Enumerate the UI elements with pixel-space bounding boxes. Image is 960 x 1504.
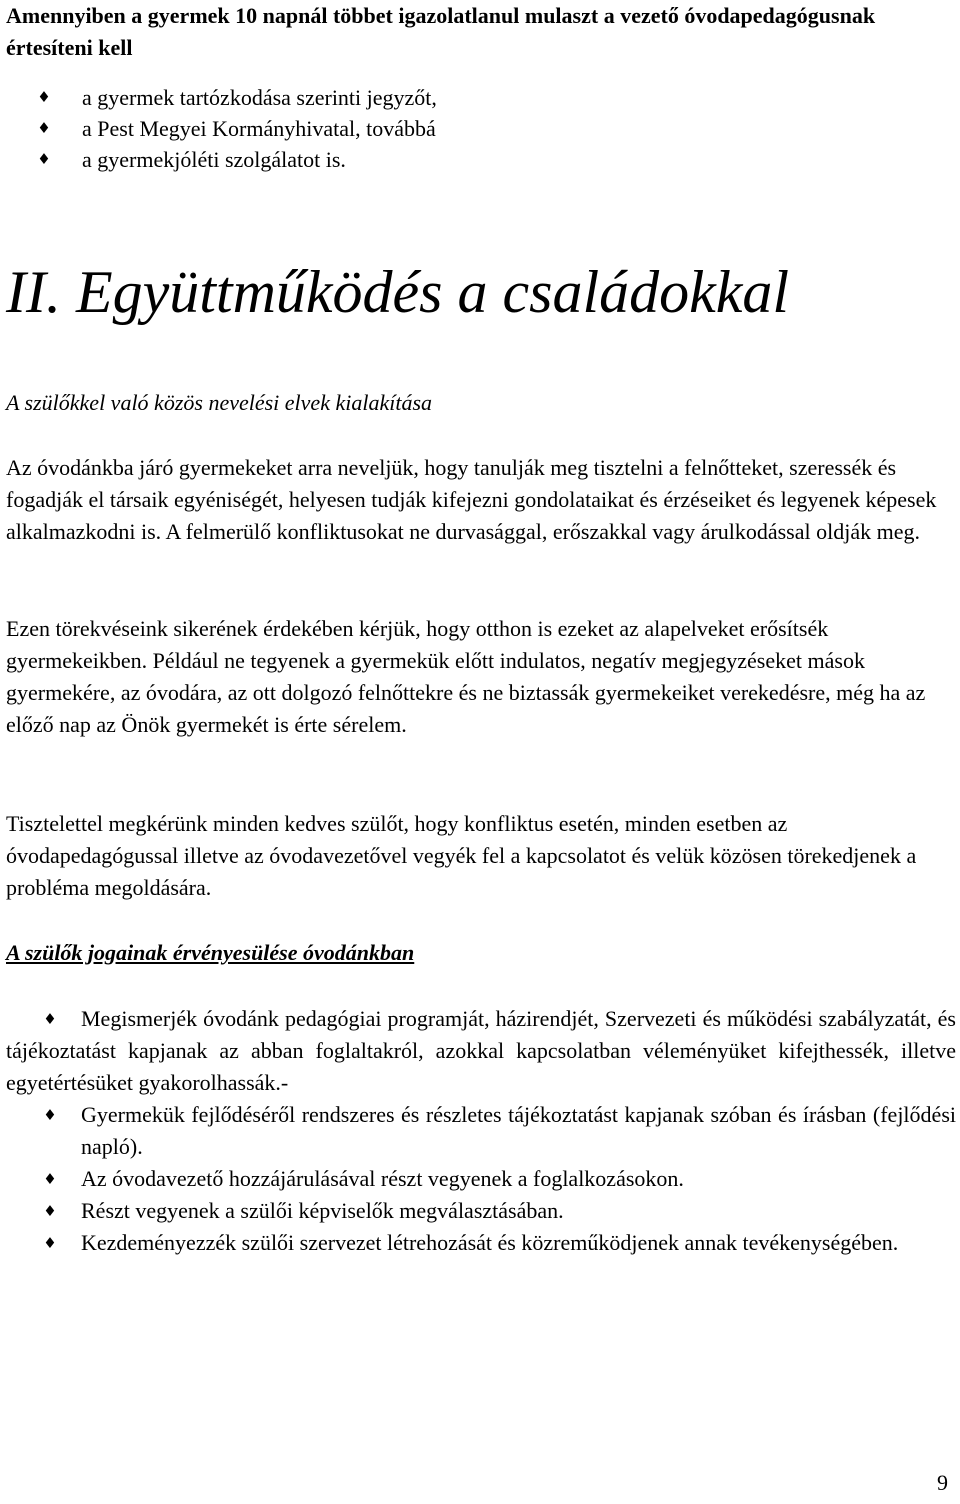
intro-statement: Amennyiben a gyermek 10 napnál többet igazolatlanul mulaszt a vezető óvodapedagógusnak értesíteni kell	[6, 3, 876, 60]
black-dot-bullet-icon: ♦	[37, 88, 51, 106]
black-dot-bullet-icon: ♦	[43, 1010, 57, 1028]
black-dot-bullet-icon: ♦	[43, 1202, 57, 1220]
list-item: ♦ a gyermekjóléti szolgálatot is.	[36, 144, 916, 175]
list-item: ♦ Az óvodavezető hozzájárulásával részt vegyenek a foglalkozásokon.	[6, 1163, 956, 1195]
page-number: 9	[937, 1470, 948, 1495]
subsection-title: A szülők jogainak érvényesülése óvodánkban	[6, 940, 415, 965]
section-heading: II. Együttműködés a családokkal	[6, 259, 790, 325]
parent-rights-list	[6, 1003, 956, 1259]
black-dot-bullet-icon: ♦	[37, 119, 51, 137]
list-item: ♦ a gyermek tartózkodása szerinti jegyzőt,	[36, 82, 916, 113]
paragraph: Ezen törekvéseink sikerének érdekében kérjük, hogy otthon is ezeket az alapelveket erősítsék gyermekeikben. Például ne tegyenek a gyermekük előtt indulatos, negatív megjegyzéseket mások gyermekére, az óvodára, az ott dolgozó felnőttekre és ne biztassák gyermekeiket verekedésre, még ha az előző nap az Önök gyermekét is érte sérelem.	[6, 616, 926, 737]
paragraph: Az óvodánkba járó gyermekeket arra neveljük, hogy tanulják meg tisztelni a felnőtteket, szeressék és fogadják el társaik egyéniségét, helyesen tudják kifejezni gondolataikat és érzéseiket és legyenek képesek alkalmazkodni is. A felmerülő konfliktusokat ne durvasággal, erőszakkal vagy árulkodással oldják meg.	[6, 455, 937, 544]
black-dot-bullet-icon: ♦	[43, 1170, 57, 1188]
list-item: ♦ Gyermekük fejlődéséről rendszeres és részletes tájékoztatást kapjanak szóban és írásban (fejlődési napló).	[6, 1099, 956, 1163]
subsection-title: A szülőkkel való közös nevelési elvek kialakítása	[6, 390, 433, 415]
paragraph: Tisztelettel megkérünk minden kedves szülőt, hogy konfliktus esetén, minden esetben az óvodapedagógussal illetve az óvodavezetővel vegyék fel a kapcsolatot és velük közösen törekedjenek a probléma megoldására.	[6, 811, 917, 900]
list-item: ♦ Megismerjék óvodánk pedagógiai programját, házirendjét, Szervezeti és működési szabályzatát, és tájékoztatást kapjanak az abban foglaltakról, azokkal kapcsolatban véleményüket kifejthessék, illetve egyetértésüket gyakorolhassák.-	[6, 1003, 956, 1099]
black-dot-bullet-icon: ♦	[43, 1234, 57, 1252]
list-item: ♦ Kezdeményezzék szülői szervezet létrehozását és közreműködjenek annak tevékenységében.	[6, 1227, 956, 1259]
list-item: ♦ Részt vegyenek a szülői képviselők megválasztásában.	[6, 1195, 956, 1227]
notification-list	[36, 82, 916, 175]
black-dot-bullet-icon: ♦	[37, 150, 51, 168]
list-item: ♦ a Pest Megyei Kormányhivatal, továbbá	[36, 113, 916, 144]
black-dot-bullet-icon: ♦	[43, 1106, 57, 1124]
